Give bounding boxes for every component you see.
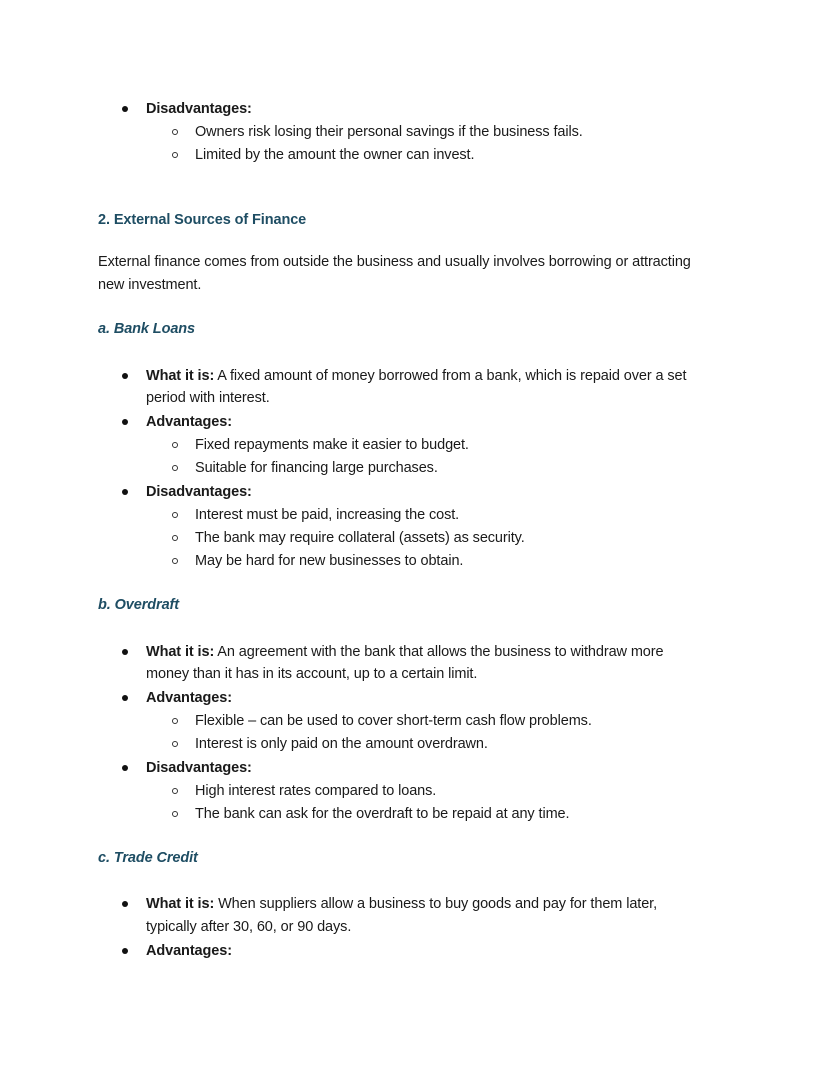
subsection-heading-overdraft: b. Overdraft [98,597,179,613]
what-it-is-label: What it is: [146,896,215,912]
subsection-heading-trade-credit: c. Trade Credit [98,850,198,866]
bullet-icon [122,489,128,495]
list-item: May be hard for new businesses to obtain. [195,553,464,569]
sub-bullet-icon [172,741,178,747]
paragraph-line: new investment. [98,277,202,293]
what-it-is-text: A fixed amount of money borrowed from a bank, which is repaid over a set [214,368,687,384]
bullet-icon [122,106,128,112]
sub-bullet-icon [172,718,178,724]
list-item: Interest is only paid on the amount overdrawn. [195,736,488,752]
sub-bullet-icon [172,152,178,158]
sub-bullet-icon [172,442,178,448]
sub-bullet-icon [172,465,178,471]
bullet-icon [122,695,128,701]
what-it-is-text: When suppliers allow a business to buy goods and pay for them later, [214,896,658,912]
disadvantages-label: Disadvantages: [146,760,252,776]
disadvantages-label: Disadvantages: [146,484,252,500]
bullet-icon [122,373,128,379]
list-item: Interest must be paid, increasing the cost. [195,507,460,523]
what-it-is-line [146,642,663,662]
list-item: Fixed repayments make it easier to budget. [195,437,469,453]
list-item: Suitable for financing large purchases. [195,460,438,476]
what-it-is-continuation: period with interest. [146,390,270,406]
what-it-is-line [146,366,686,386]
paragraph-line: External finance comes from outside the business and usually involves borrowing or attracting [98,254,691,270]
bullet-icon [122,901,128,907]
sub-bullet-icon [172,788,178,794]
what-it-is-label: What it is: [146,368,215,384]
sub-bullet-icon [172,811,178,817]
what-it-is-continuation: money than it has in its account, up to a certain limit. [146,666,478,682]
list-item: High interest rates compared to loans. [195,783,437,799]
disadvantages-label: Disadvantages: [146,101,252,117]
sub-bullet-icon [172,512,178,518]
list-item: Owners risk losing their personal savings if the business fails. [195,124,583,140]
list-item: Limited by the amount the owner can invest. [195,147,475,163]
what-it-is-continuation: typically after 30, 60, or 90 days. [146,919,352,935]
advantages-label: Advantages: [146,414,232,430]
list-item: The bank can ask for the overdraft to be repaid at any time. [195,806,570,822]
sub-bullet-icon [172,558,178,564]
advantages-label: Advantages: [146,943,232,959]
what-it-is-text: An agreement with the bank that allows the business to withdraw more [214,644,664,660]
advantages-label: Advantages: [146,690,232,706]
what-it-is-line [146,894,657,914]
list-item: Flexible – can be used to cover short-term cash flow problems. [195,713,592,729]
section-heading: 2. External Sources of Finance [98,212,307,228]
bullet-icon [122,419,128,425]
list-item: The bank may require collateral (assets) as security. [195,530,525,546]
bullet-icon [122,948,128,954]
bullet-icon [122,649,128,655]
sub-bullet-icon [172,535,178,541]
subsection-heading-bank-loans: a. Bank Loans [98,321,196,337]
sub-bullet-icon [172,129,178,135]
bullet-icon [122,765,128,771]
what-it-is-label: What it is: [146,644,215,660]
